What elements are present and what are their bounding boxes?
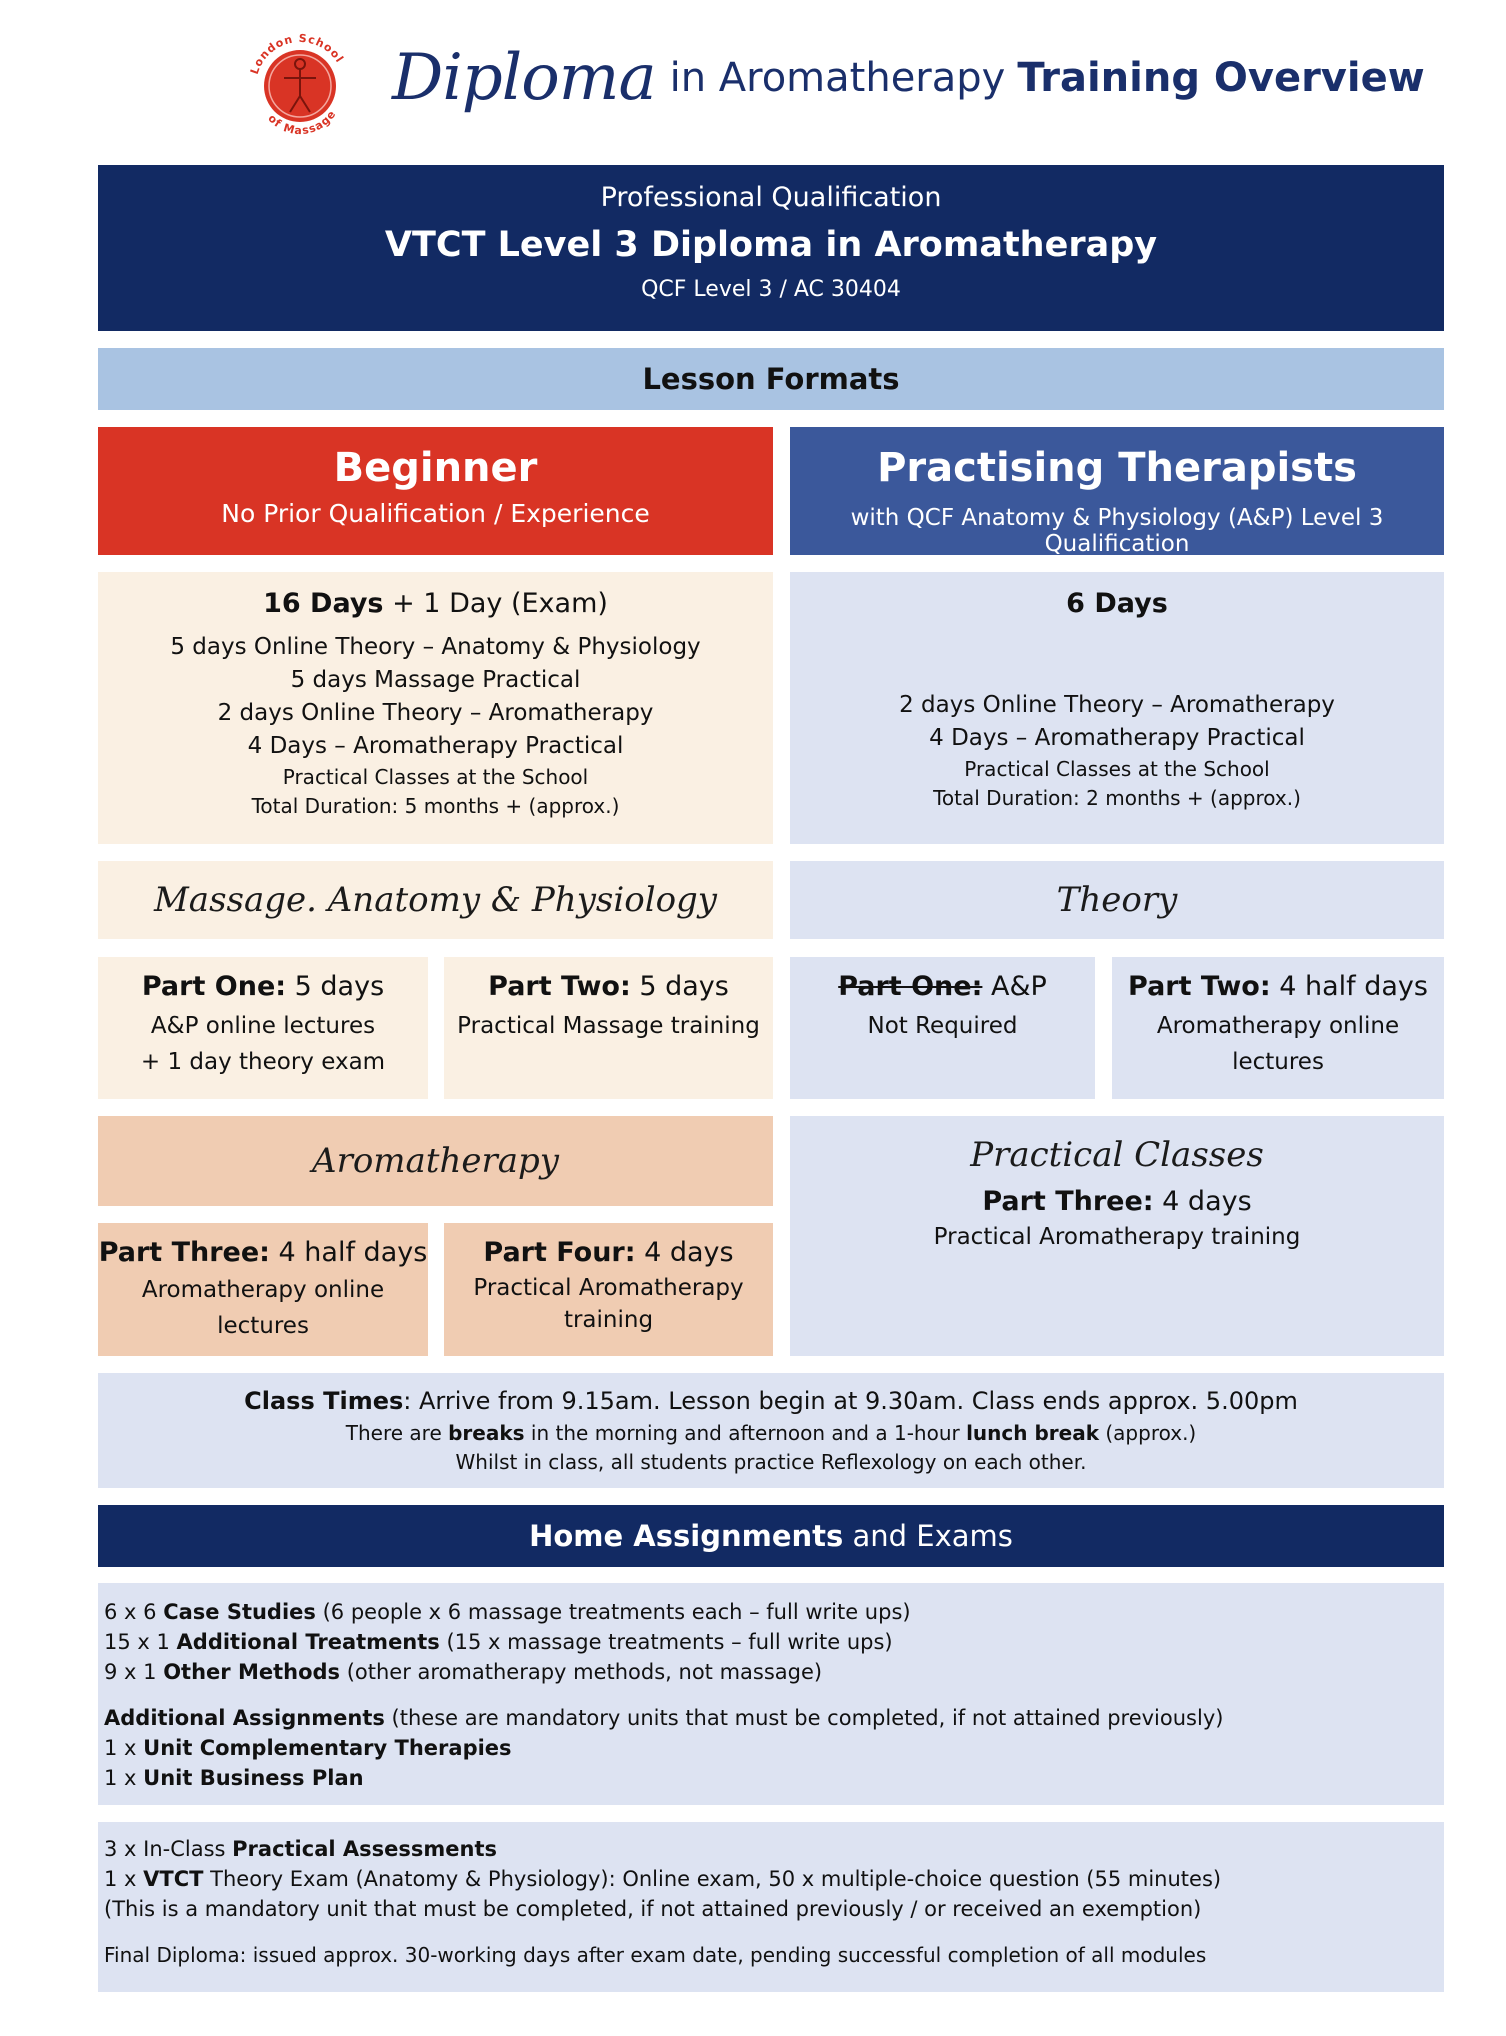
qualification-banner — [98, 165, 1444, 331]
text-span: (these are mandatory units that must be completed, if not attained previously) — [384, 1706, 1224, 1730]
exams-box — [98, 1822, 1444, 1992]
assignment-row — [104, 1703, 1444, 1733]
exam-row — [104, 1864, 1444, 1894]
part-label: Part Three: — [98, 1237, 270, 1268]
therapists-item: 4 Days – Aromatherapy Practical — [929, 725, 1305, 751]
text-span-bold: breaks — [448, 1421, 525, 1445]
part-label: Part Three: — [982, 1186, 1154, 1217]
beginner-part-two — [444, 957, 773, 1099]
part-label-struck: Part One: — [838, 971, 983, 1002]
text-span: (15 x massage treatments – full write ups) — [439, 1630, 893, 1654]
part-value: 4 days — [1153, 1186, 1252, 1217]
beginner-item: 4 Days – Aromatherapy Practical — [247, 733, 624, 759]
part-label: Part Two: — [1128, 971, 1271, 1002]
text-span-bold: Unit Business Plan — [143, 1766, 364, 1790]
part-title — [790, 1186, 1444, 1217]
text-span: There are — [345, 1421, 449, 1445]
class-times-line — [98, 1387, 1444, 1415]
part-title — [790, 971, 1095, 1002]
text-span: 15 x 1 — [104, 1630, 177, 1654]
beginner-days — [98, 588, 773, 619]
assignment-row — [104, 1627, 1444, 1657]
text-span: (approx.) — [1099, 1421, 1197, 1445]
beginner-item: 2 days Online Theory – Aromatherapy — [217, 700, 654, 726]
beginner-item: 5 days Online Theory – Anatomy & Physiology — [170, 634, 701, 660]
therapists-part-one — [790, 957, 1095, 1099]
therapists-item: 2 days Online Theory – Aromatherapy — [899, 692, 1335, 718]
class-breaks-line — [98, 1419, 1444, 1448]
text-span-bold: Additional Assignments — [104, 1706, 385, 1730]
assignment-row — [104, 1597, 1444, 1627]
section-massage-anatomy-physiology: Massage. Anatomy & Physiology — [98, 861, 773, 939]
beginner-part-four — [444, 1223, 773, 1356]
text-span: Theory Exam (Anatomy & Physiology): Online exam, 50 x multiple-choice question (55 minutes) — [203, 1867, 1222, 1891]
exam-row — [104, 1834, 1444, 1864]
text-span: 9 x 1 — [104, 1660, 164, 1684]
beginner-note-location: Practical Classes at the School — [282, 765, 589, 789]
part-label: Part Four: — [483, 1237, 636, 1268]
part-title — [444, 1237, 773, 1268]
beginner-days-rest: + 1 Day (Exam) — [383, 588, 608, 619]
text-span: in the morning and afternoon and a 1-hour — [524, 1421, 967, 1445]
part-desc: Aromatherapy online lectures — [1156, 1013, 1400, 1075]
therapists-subtitle: with QCF Anatomy & Physiology (A&P) Level 3 Qualification — [850, 505, 1384, 557]
text-span: 6 x 6 — [104, 1600, 164, 1624]
part-title — [98, 971, 428, 1002]
text-span-bold: lunch break — [966, 1421, 1100, 1445]
beginner-header — [98, 427, 773, 555]
part-desc: Not Required — [867, 1013, 1018, 1039]
class-reflexology-line: Whilst in class, all students practice Reflexology on each other. — [455, 1450, 1087, 1474]
part-desc: training — [563, 1307, 654, 1333]
qualification-type: Professional Qualification — [600, 182, 942, 213]
therapists-header — [790, 427, 1444, 555]
part-desc: Practical Massage training — [457, 1013, 760, 1039]
part-value: 4 days — [635, 1237, 734, 1268]
text-span: 3 x In-Class — [104, 1837, 233, 1861]
part-value: 5 days — [286, 971, 385, 1002]
class-times-text: : Arrive from 9.15am. Lesson begin at 9.30am. Class ends approx. 5.00pm — [403, 1387, 1298, 1415]
assignment-row — [104, 1733, 1444, 1763]
assignments-box — [98, 1583, 1444, 1805]
therapists-days: 6 Days — [1066, 588, 1168, 619]
qualification-level: QCF Level 3 / AC 30404 — [641, 277, 901, 302]
title-middle: in Aromatherapy — [669, 55, 1006, 101]
therapists-note-duration: Total Duration: 2 months + (approx.) — [933, 786, 1301, 810]
section-theory: Theory — [790, 861, 1444, 939]
qualification-name: VTCT Level 3 Diploma in Aromatherapy — [384, 225, 1158, 265]
class-times-box — [98, 1373, 1444, 1488]
part-desc: Practical Aromatherapy — [473, 1275, 744, 1301]
beginner-days-bold: 16 Days — [263, 588, 384, 619]
beginner-item: 5 days Massage Practical — [290, 667, 581, 693]
assignment-row — [104, 1657, 1444, 1687]
school-logo — [244, 30, 356, 142]
therapists-note-location: Practical Classes at the School — [964, 757, 1270, 781]
part-value: 4 half days — [1270, 971, 1428, 1002]
text-span-bold: Other Methods — [163, 1660, 341, 1684]
section-aromatherapy: Aromatherapy — [98, 1116, 773, 1206]
beginner-part-three — [98, 1223, 428, 1356]
text-span: 1 x — [104, 1867, 144, 1891]
therapists-details — [790, 572, 1444, 844]
part-desc: A&P online lectures — [150, 1013, 376, 1039]
page-title — [392, 28, 1425, 128]
text-span: (other aromatherapy methods, not massage) — [340, 1660, 823, 1684]
title-bold: Training Overview — [1017, 55, 1425, 101]
part-title — [444, 971, 773, 1002]
beginner-item-list — [98, 631, 773, 763]
svg-text:London School: London School — [247, 31, 347, 77]
part-desc: Aromatherapy online lectures — [141, 1277, 385, 1339]
therapists-practical-classes — [790, 1116, 1444, 1356]
class-times-label: Class Times — [244, 1387, 404, 1415]
title-script: Diploma — [392, 41, 656, 115]
text-span-bold: Case Studies — [163, 1600, 316, 1624]
text-span-bold: Practical Assessments — [232, 1837, 497, 1861]
assignments-heading — [98, 1505, 1444, 1567]
assignments-heading-rest: and Exams — [843, 1519, 1013, 1553]
part-label: Part One: — [141, 971, 287, 1002]
beginner-part-one — [98, 957, 428, 1099]
svg-text:of Massage: of Massage — [265, 107, 339, 138]
text-span-bold: Additional Treatments — [176, 1630, 440, 1654]
beginner-title: Beginner — [333, 445, 538, 491]
beginner-details — [98, 572, 773, 844]
part-value: 5 days — [630, 971, 729, 1002]
part-value: 4 half days — [269, 1237, 428, 1268]
text-span-bold: Unit Complementary Therapies — [143, 1736, 512, 1760]
beginner-note-duration: Total Duration: 5 months + (approx.) — [251, 794, 620, 818]
section-practical-classes: Practical Classes — [970, 1135, 1264, 1175]
part-title — [1112, 971, 1444, 1002]
beginner-subtitle: No Prior Qualification / Experience — [221, 499, 650, 528]
part-label: Part Two: — [488, 971, 631, 1002]
assignments-heading-bold: Home Assignments — [529, 1519, 844, 1553]
lesson-formats-heading: Lesson Formats — [98, 348, 1444, 410]
text-span: (6 people x 6 massage treatments each – full write ups) — [315, 1600, 911, 1624]
part-desc: + 1 day theory exam — [140, 1049, 386, 1075]
therapists-part-two — [1112, 957, 1444, 1099]
part-desc: Practical Aromatherapy training — [933, 1224, 1301, 1250]
assignment-row — [104, 1763, 1444, 1793]
therapists-item-list — [790, 689, 1444, 755]
part-value: A&P — [982, 971, 1047, 1002]
text-span: 1 x — [104, 1766, 144, 1790]
text-span: 1 x — [104, 1736, 144, 1760]
part-title — [98, 1237, 428, 1268]
exam-row: (This is a mandatory unit that must be completed, if not attained previously / or received an exemption) — [104, 1897, 1202, 1921]
final-diploma-row: Final Diploma: issued approx. 30-working days after exam date, pending successful completion of all modules — [104, 1943, 1207, 1967]
therapists-title: Practising Therapists — [877, 445, 1357, 491]
text-span-bold: VTCT — [143, 1867, 204, 1891]
